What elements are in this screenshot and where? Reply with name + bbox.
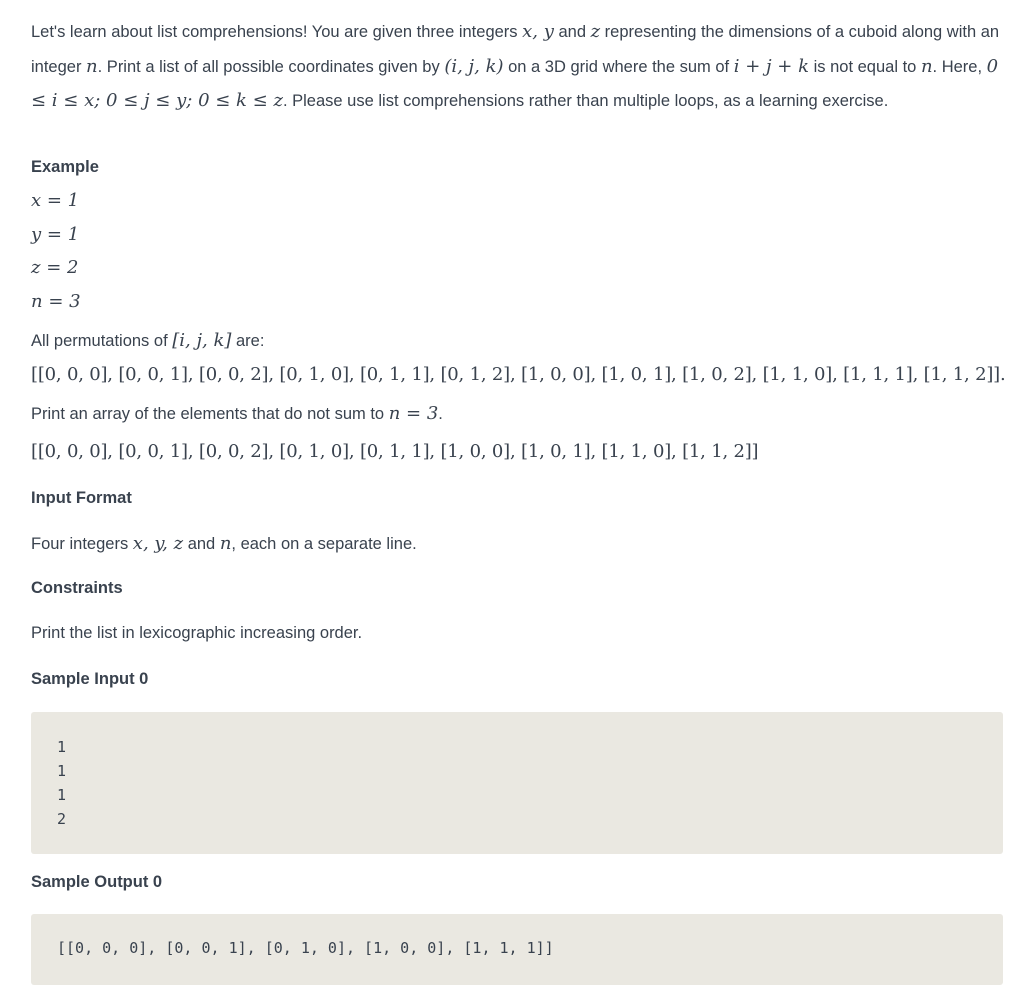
intro-and: and [553, 23, 591, 41]
sample-output-text: [[0, 0, 0], [0, 0, 1], [0, 1, 0], [1, 0, 0], [1, 1, 1]] [57, 939, 554, 957]
intro-paragraph [31, 15, 1006, 119]
sample-input-heading: Sample Input 0 [31, 670, 149, 688]
var-n: n [86, 55, 98, 77]
intro-text-1: Let's learn about list comprehensions! You are given three integers [31, 23, 523, 41]
permutations-label [31, 330, 264, 351]
input-format-vars: x, y, z [132, 533, 184, 554]
input-format-mid: and [183, 535, 220, 553]
sample-input-line: 1 [57, 738, 67, 756]
sum-expression: i + j + k [733, 55, 810, 77]
intro-text-3: . Print a list of all possible coordinates given by [97, 57, 445, 76]
sample-output-heading: Sample Output 0 [31, 873, 163, 891]
coordinate-tuple: (i, j, k) [444, 55, 504, 77]
perm-var: [i, j, k] [172, 330, 232, 351]
intro-text-7: . Please use list comprehensions rather than multiple loops, as a learning exercise. [282, 92, 889, 110]
input-format-heading: Input Format [31, 489, 132, 507]
var-x-y: x, y [522, 21, 554, 42]
sample-input-block [31, 712, 1003, 854]
intro-text-2: representing the dimensions of a cuboid along with an integer [31, 23, 1000, 76]
sample-output-block [31, 914, 1003, 985]
example-y: y = 1 [31, 224, 80, 245]
perm-post: are: [231, 332, 265, 350]
print-instruction [31, 403, 443, 424]
print-pre: Print an array of the elements that do not sum to [31, 405, 389, 423]
constraints-heading: Constraints [31, 579, 123, 597]
range-constraints: 0 ≤ i ≤ x; 0 ≤ j ≤ y; 0 ≤ k ≤ z [31, 55, 999, 111]
example-x: x = 1 [31, 190, 80, 211]
input-format-pre: Four integers [31, 535, 133, 553]
constraints-text: Print the list in lexicographic increasing order. [31, 624, 363, 642]
perm-pre: All permutations of [31, 332, 173, 350]
var-n-2: n [920, 55, 933, 77]
example-n: n = 3 [31, 291, 81, 312]
input-format-text [31, 533, 417, 554]
example-result: [[0, 0, 0], [0, 0, 1], [0, 0, 2], [0, 1, 0], [0, 1, 1], [1, 0, 0], [1, 0, 1], [1, 1, 0], [1, 1, 2]] [31, 441, 759, 462]
sample-input-line: 2 [57, 810, 67, 828]
sample-input-line: 1 [57, 762, 67, 780]
sample-input-line: 1 [57, 786, 67, 804]
intro-text-6: . Here, [932, 57, 987, 76]
input-format-post: , each on a separate line. [231, 535, 417, 553]
example-z: z = 2 [31, 257, 79, 278]
example-heading: Example [31, 158, 99, 176]
intro-text-5: is not equal to [809, 57, 921, 76]
print-math: n = 3 [388, 403, 439, 424]
intro-text-4: on a 3D grid where the sum of [503, 57, 734, 76]
input-format-n: n [219, 533, 232, 554]
all-permutations: [[0, 0, 0], [0, 0, 1], [0, 0, 2], [0, 1, 0], [0, 1, 1], [0, 1, 2], [1, 0, 0], [1, 0, 1], [1, 0, 2], [1, 1, 0], [1, 1, 1], [1, 1, 2]]. [31, 364, 1006, 385]
print-post: . [438, 405, 443, 423]
var-z: z [590, 21, 601, 42]
